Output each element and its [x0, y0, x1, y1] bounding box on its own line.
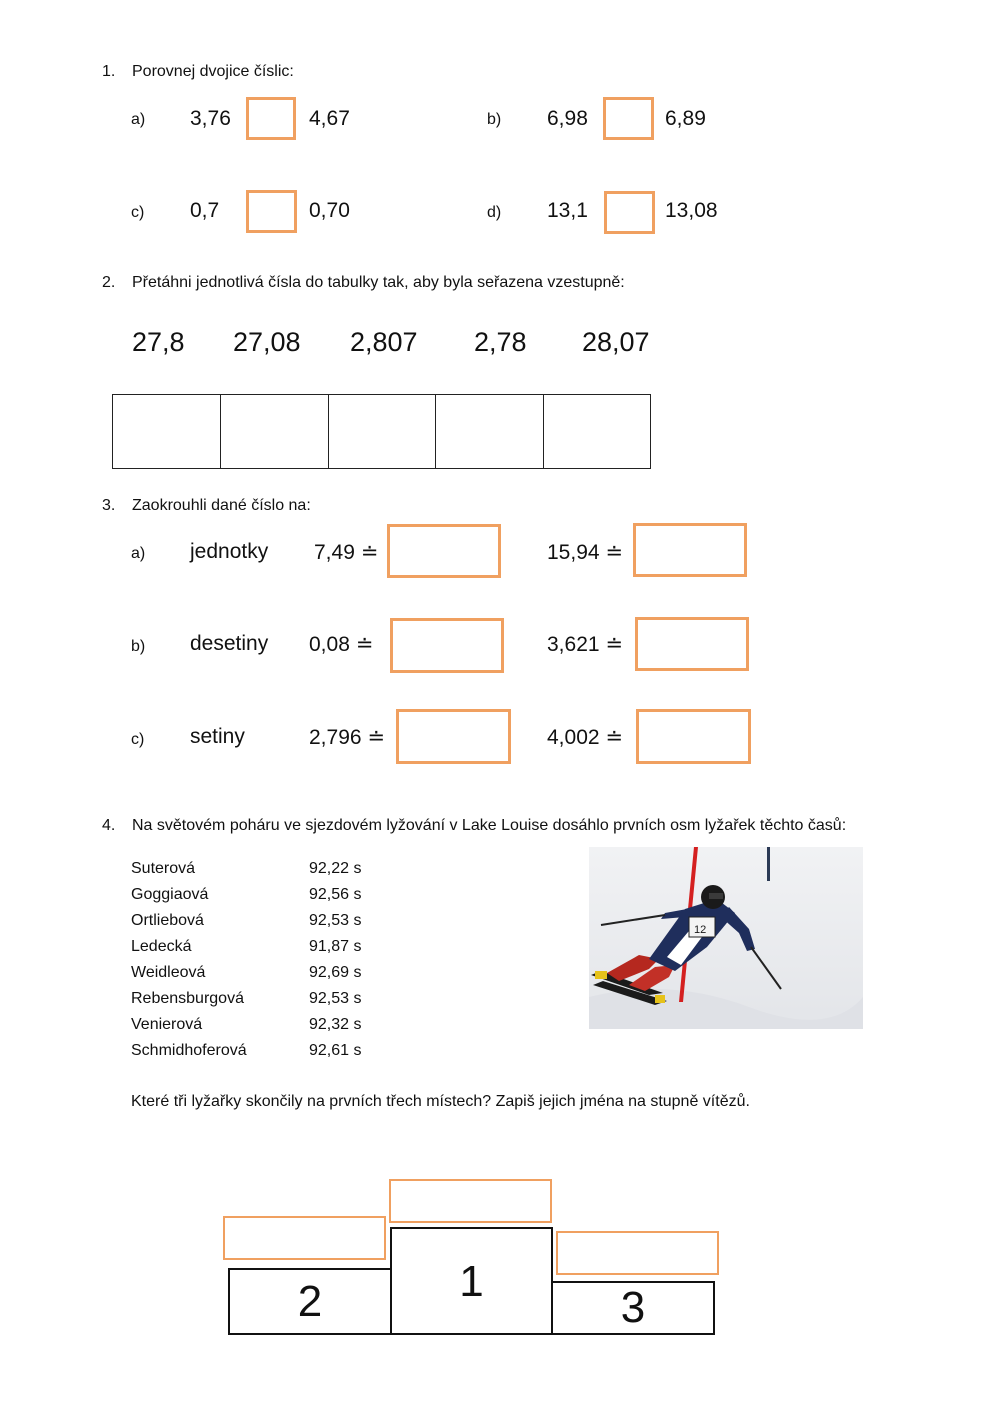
- q1-c-label: c): [131, 204, 145, 221]
- q2-draggable-number[interactable]: 2,807: [350, 327, 418, 357]
- result-name: Ledecká: [131, 938, 192, 955]
- q2-prompt: Přetáhni jednotlivá čísla do tabulky tak, aby byla seřazena vzestupně:: [132, 274, 625, 291]
- q2-draggable-number[interactable]: 27,8: [132, 327, 185, 357]
- q1-d-label: d): [487, 204, 502, 221]
- podium-third-name-box[interactable]: [556, 1231, 719, 1275]
- q1-d-left: 13,1: [547, 199, 588, 222]
- result-name: Rebensburgová: [131, 990, 244, 1007]
- result-time: 92,22 s: [309, 860, 362, 877]
- skier-photo: [589, 847, 863, 1029]
- q3-b-label: b): [131, 638, 146, 655]
- podium-first-place: [390, 1227, 553, 1335]
- q2-drop-cell[interactable]: [435, 394, 544, 469]
- result-time: 92,56 s: [309, 886, 362, 903]
- result-name: Suterová: [131, 860, 196, 877]
- q1-c-left: 0,7: [190, 199, 220, 222]
- podium-second-place: [228, 1268, 392, 1335]
- q1-number: 1.: [102, 63, 116, 80]
- q1-d-right: 13,08: [665, 199, 718, 222]
- q3-b-second-value: 3,621 ≐: [547, 633, 623, 656]
- q2-drop-cell[interactable]: [220, 394, 329, 469]
- podium-second-name-box[interactable]: [223, 1216, 386, 1260]
- q3-a-first-value: 7,49 ≐: [314, 541, 379, 564]
- q4-prompt: Na světovém poháru ve sjezdovém lyžování v Lake Louise dosáhlo prvních osm lyžařek těchto časů:: [132, 817, 847, 834]
- q1-b-right: 6,89: [665, 107, 706, 130]
- podium-third-place: [551, 1281, 715, 1335]
- result-name: Schmidhoferová: [131, 1042, 247, 1059]
- result-name: Venierová: [131, 1016, 203, 1033]
- result-name: Weidleová: [131, 964, 206, 981]
- q1-b-label: b): [487, 111, 502, 128]
- q3-c-second-answer-box[interactable]: [636, 709, 751, 764]
- q3-a-first-answer-box[interactable]: [387, 524, 501, 578]
- q3-number: 3.: [102, 497, 116, 514]
- podium-first-number: 1: [459, 1257, 484, 1306]
- q3-a-second-value: 15,94 ≐: [547, 541, 623, 564]
- q3-a-second-answer-box[interactable]: [633, 523, 747, 577]
- q2-number: 2.: [102, 274, 116, 291]
- q3-a-unit: jednotky: [190, 540, 269, 563]
- podium-first-name-box[interactable]: [389, 1179, 552, 1223]
- q4-question: Které tři lyžařky skončily na prvních třech místech? Zapiš jejich jména na stupně vítězů.: [131, 1093, 750, 1110]
- q3-c-label: c): [131, 731, 145, 748]
- q1-b-compare-box[interactable]: [603, 97, 654, 140]
- q2-drop-cell[interactable]: [112, 394, 221, 469]
- q1-d-compare-box[interactable]: [604, 191, 655, 234]
- q1-a-right: 4,67: [309, 107, 350, 130]
- q3-b-first-answer-box[interactable]: [390, 618, 504, 673]
- q1-c-compare-box[interactable]: [246, 190, 297, 233]
- q4-results-times: [309, 856, 361, 1064]
- result-time: 91,87 s: [309, 938, 362, 955]
- result-name: Goggiaová: [131, 886, 209, 903]
- q3-c-first-answer-box[interactable]: [396, 709, 511, 764]
- q3-b-second-answer-box[interactable]: [635, 617, 749, 671]
- result-time: 92,69 s: [309, 964, 362, 981]
- q4-results-names: [131, 856, 247, 1064]
- q1-c-right: 0,70: [309, 199, 350, 222]
- q2-drop-cell[interactable]: [328, 394, 436, 469]
- q3-prompt: Zaokrouhli dané číslo na:: [132, 497, 311, 514]
- result-time: 92,53 s: [309, 990, 362, 1007]
- q4-number: 4.: [102, 817, 116, 834]
- result-time: 92,61 s: [309, 1042, 362, 1059]
- q3-a-label: a): [131, 545, 146, 562]
- result-time: 92,53 s: [309, 912, 362, 929]
- podium-second-number: 2: [297, 1276, 323, 1326]
- q3-b-unit: desetiny: [190, 632, 269, 655]
- q2-drop-cell[interactable]: [543, 394, 651, 469]
- q3-b-first-value: 0,08 ≐: [309, 633, 374, 656]
- podium-third-number: 3: [620, 1283, 646, 1332]
- q1-a-compare-box[interactable]: [246, 97, 296, 140]
- q1-a-left: 3,76: [190, 107, 231, 130]
- q3-c-first-value: 2,796 ≐: [309, 726, 385, 749]
- q3-c-second-value: 4,002 ≐: [547, 726, 623, 749]
- q1-prompt: Porovnej dvojice číslic:: [132, 63, 294, 80]
- q1-b-left: 6,98: [547, 107, 588, 130]
- q2-draggable-number[interactable]: 2,78: [474, 327, 527, 357]
- q3-c-unit: setiny: [190, 725, 245, 748]
- result-time: 92,32 s: [309, 1016, 362, 1033]
- q2-draggable-number[interactable]: 27,08: [233, 327, 301, 357]
- result-name: Ortliebová: [131, 912, 204, 929]
- q1-a-label: a): [131, 111, 146, 128]
- q2-draggable-number[interactable]: 28,07: [582, 327, 650, 357]
- skier-bib-number: 12: [694, 924, 707, 936]
